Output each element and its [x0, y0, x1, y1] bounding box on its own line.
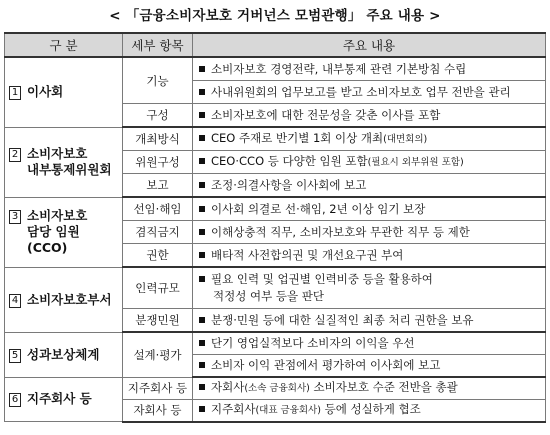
bullet-icon	[199, 135, 205, 141]
sub-item: 개최방식	[123, 127, 193, 151]
content-text-tail: 등에 성실하게 협조	[320, 402, 421, 416]
table-row	[5, 57, 546, 81]
table-row	[5, 197, 546, 221]
category-number: 4	[9, 294, 21, 308]
bullet-icon	[199, 112, 205, 118]
sub-item: 선임·해임	[123, 197, 193, 221]
content-cell	[193, 104, 546, 128]
category-compensation	[5, 332, 123, 377]
sub-item: 권한	[123, 244, 193, 268]
sub-item: 기능	[123, 57, 193, 104]
content-cell	[193, 151, 546, 174]
bullet-icon	[199, 158, 205, 164]
content-text: 자회사	[211, 380, 245, 395]
header-content: 주요 내용	[193, 33, 546, 57]
sub-item: 구성	[123, 104, 193, 128]
bullet-icon	[199, 340, 205, 346]
table-row	[5, 127, 546, 151]
content-text-tail: 소비자보호 수준 전반을 총괄	[309, 380, 458, 395]
category-number: 2	[9, 148, 21, 162]
sub-item: 자회사 등	[123, 399, 193, 422]
category-label-line2: 담당 임원(CCO)	[27, 224, 80, 255]
content-cell	[193, 244, 546, 268]
content-cell	[193, 81, 546, 104]
content-cell	[193, 355, 546, 378]
category-committee	[5, 127, 123, 197]
content-cell	[193, 377, 546, 399]
category-label-line2: 내부통제위원회	[27, 162, 112, 177]
content-cell	[193, 332, 546, 355]
bullet-icon	[199, 384, 205, 390]
category-label: 지주회사 등	[27, 391, 92, 407]
header-sub-item: 세부 항목	[123, 33, 193, 57]
content-cell	[193, 174, 546, 198]
content-cell	[193, 197, 546, 221]
content-text-continued: 적정성 여부 등을 판단	[213, 289, 324, 303]
content-text: CEO·CCO 등 다양한 임원 포함	[211, 154, 368, 168]
content-cell	[193, 399, 546, 422]
content-note: (대표 금융회사)	[255, 405, 321, 416]
bullet-icon	[199, 252, 205, 258]
content-note: (소속 금융회사)	[244, 383, 310, 395]
sub-item: 위원구성	[123, 151, 193, 174]
content-text: 단기 영업실적보다 소비자의 이익을 우선	[211, 336, 415, 350]
sub-item: 설계·평가	[123, 332, 193, 377]
content-text: 소비자 이익 관점에서 평가하여 이사회에 보고	[211, 358, 441, 372]
content-text: 배타적 사전합의권 및 개선요구권 부여	[211, 247, 404, 262]
category-number: 1	[9, 86, 21, 100]
content-text: 지주회사	[211, 402, 256, 416]
content-text: 사내위원회의 업무보고를 받고 소비자보호 업무 전반을 관리	[211, 84, 511, 99]
bullet-icon	[199, 276, 205, 282]
content-text: 이해상충적 직무, 소비자보호와 무관한 직무 등 제한	[211, 224, 470, 239]
category-cco	[5, 197, 123, 267]
bullet-icon	[199, 317, 205, 323]
bullet-icon	[199, 362, 205, 368]
bullet-icon	[199, 66, 205, 72]
content-cell	[193, 57, 546, 81]
content-text: 분쟁·민원 등에 대한 실질적인 최종 처리 권한을 보유	[211, 312, 474, 327]
bullet-icon	[199, 182, 205, 188]
category-number: 6	[9, 393, 21, 407]
category-label: 소비자보호부서	[27, 291, 112, 307]
table-row	[5, 332, 546, 355]
content-cell	[193, 309, 546, 333]
document-title: < 「금융소비자보호 거버넌스 모범관행」 주요 내용 >	[109, 8, 441, 24]
category-label: 소비자보호	[27, 146, 88, 161]
category-label: 성과보상체계	[27, 346, 100, 362]
content-note: (필요시 외부위원 포함)	[367, 157, 464, 168]
table-row	[5, 377, 546, 399]
category-number: 5	[9, 349, 21, 363]
content-text: 조정·의결사항을 이사회에 보고	[211, 177, 367, 192]
sub-item: 보고	[123, 174, 193, 198]
content-text: 소비자보호에 대한 전문성을 갖춘 이사를 포함	[211, 107, 441, 122]
content-text: CEO 주재로 반기별 1회 이상 개최	[211, 131, 384, 145]
category-label: 소비자보호	[27, 208, 88, 223]
header-category: 구 분	[5, 33, 123, 57]
table-header-row	[5, 33, 546, 57]
content-text: 소비자보호 경영전략, 내부통제 관련 기본방침 수립	[211, 61, 467, 76]
content-note: (대면회의)	[383, 134, 428, 145]
content-cell	[193, 221, 546, 244]
category-number: 3	[9, 210, 21, 224]
sub-item: 지주회사 등	[123, 377, 193, 399]
category-holding	[5, 377, 123, 422]
content-text: 이사회 의결로 선·해임, 2년 이상 임기 보장	[211, 201, 426, 216]
bullet-icon	[199, 206, 205, 212]
bullet-icon	[199, 89, 205, 95]
table-row	[5, 267, 546, 309]
bullet-icon	[199, 406, 205, 412]
sub-item: 인력규모	[123, 267, 193, 309]
category-department	[5, 267, 123, 332]
content-text: 필요 인력 및 업권별 인력비중 등을 활용하여	[211, 272, 433, 286]
content-cell	[193, 127, 546, 151]
content-cell	[193, 267, 546, 309]
bullet-icon	[199, 229, 205, 235]
category-label: 이사회	[27, 84, 64, 100]
category-board	[5, 57, 123, 127]
sub-item: 겸직금지	[123, 221, 193, 244]
sub-item: 분쟁민원	[123, 309, 193, 333]
governance-table	[4, 32, 546, 423]
